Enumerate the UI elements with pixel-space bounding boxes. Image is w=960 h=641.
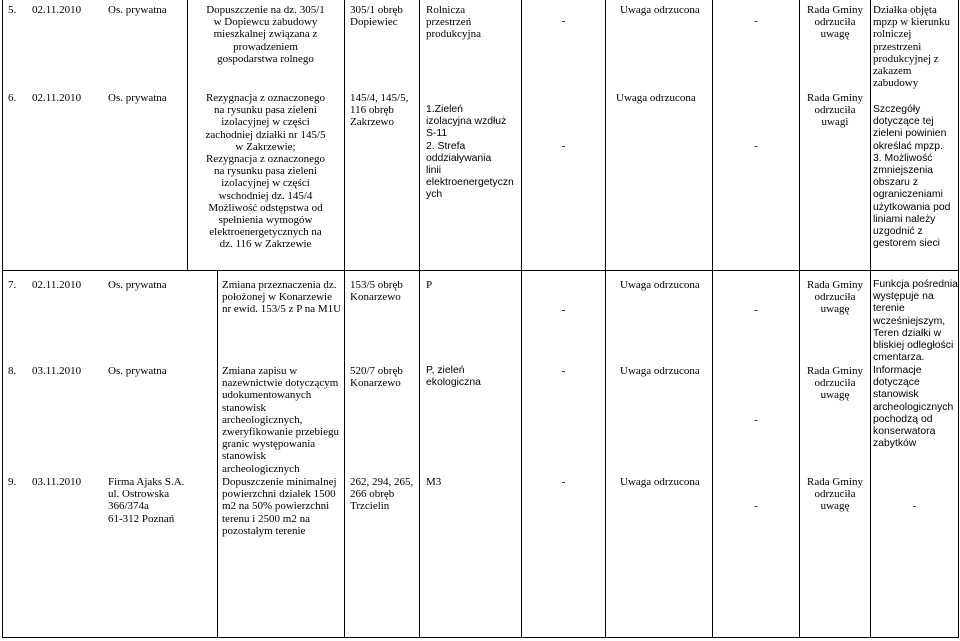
table-column-border xyxy=(605,270,606,638)
row-dash: - xyxy=(561,140,566,152)
row-designation: M3 xyxy=(426,476,442,488)
row-dash: - xyxy=(754,140,758,152)
row-applicant: Os. prywatna xyxy=(108,92,167,104)
row-number: 6. xyxy=(8,92,17,104)
table-column-border xyxy=(419,0,420,271)
table-column-border xyxy=(521,270,522,638)
row-dash: - xyxy=(754,15,758,27)
table-column-border xyxy=(958,0,959,271)
row-council-decision: Rada Gminy odrzuciła uwagę xyxy=(807,365,863,402)
row-applicant: Firma Ajaks S.A. ul. Ostrowska 366/374a 61-312 Poznań xyxy=(108,476,185,525)
table-column-border xyxy=(217,270,218,638)
table-column-border xyxy=(2,270,3,638)
row-parcel: 145/4, 145/5, 116 obręb Zakrzewo xyxy=(350,92,409,129)
row-applicant: Os. prywatna xyxy=(108,279,167,291)
row-applicant: Os. prywatna xyxy=(108,4,167,16)
row-council-decision: Rada Gminy odrzuciła uwagi xyxy=(807,92,863,129)
row-request: Dopuszczenie na dz. 305/1 w Dopiewcu zabudowy mieszkalnej związana z prowadzeniem gospodarstwa rolnego xyxy=(206,4,325,65)
row-council-decision: Rada Gminy odrzuciła uwagę xyxy=(807,4,863,41)
row-council-decision: Rada Gminy odrzuciła uwagę xyxy=(807,279,863,316)
row-parcel: 305/1 obręb Dopiewiec xyxy=(350,4,403,29)
row-dash: - xyxy=(754,500,758,512)
row-dash: - xyxy=(561,15,566,27)
table-column-border xyxy=(870,270,871,638)
table-column-border xyxy=(2,0,3,271)
row-dash: - xyxy=(561,304,566,316)
table-column-border xyxy=(958,270,959,638)
table-column-border xyxy=(521,0,522,271)
row-decision: Uwaga odrzucona xyxy=(620,279,700,291)
row-dash: - xyxy=(754,414,758,426)
row-designation: P, zieleń ekologiczna xyxy=(426,365,481,389)
row-request: Zmiana przeznaczenia dz. położonej w Konarzewie nr ewid. 153/5 z P na M1U xyxy=(222,279,342,316)
row-remarks: Szczegóły dotyczące tej zieleni powinien określać mpzp. 3. Możliwość zmniejszenia obszaru z ograniczeniami użytkowania pod liniami należy uzgodnić z gestorem sieci xyxy=(873,104,951,250)
row-applicant: Os. prywatna xyxy=(108,365,167,377)
row-decision: Uwaga odrzucona xyxy=(620,476,700,488)
table-column-border xyxy=(419,270,420,638)
table-column-border xyxy=(344,270,345,638)
row-remarks: - xyxy=(912,500,917,512)
row-designation: P xyxy=(426,279,433,291)
table-row-border xyxy=(2,270,958,271)
table-column-border xyxy=(870,0,871,271)
table-column-border xyxy=(712,0,713,271)
row-dash: - xyxy=(561,476,566,488)
row-parcel: 520/7 obręb Konarzewo xyxy=(350,365,403,390)
row-remarks: Działka objęta mpzp w kierunku rolniczej przestrzeni produkcyjnej z zakazem zabudowy xyxy=(873,4,950,90)
table-column-border xyxy=(799,0,800,271)
row-number: 5. xyxy=(8,4,17,16)
row-designation: Rolnicza przestrzeń produkcyjna xyxy=(426,4,481,41)
row-dash: - xyxy=(561,365,566,377)
row-date: 03.11.2010 xyxy=(32,365,82,377)
row-decision: Uwaga odrzucona xyxy=(620,4,700,16)
row-date: 02.11.2010 xyxy=(32,4,82,16)
table-column-border xyxy=(605,0,606,271)
row-remarks: Funkcja pośrednia występuje na terenie wcześniejszym, Teren działki w bliskiej odległości cmentarza. xyxy=(873,279,958,364)
row-number: 8. xyxy=(8,365,17,377)
row-number: 9. xyxy=(8,476,17,488)
table-bottom-border xyxy=(2,637,958,638)
row-request: Dopuszczenie minimalnej powierzchni działek 1500 m2 na 50% powierzchni terenu i 2500 m2 na pozostałym terenie xyxy=(222,476,337,537)
row-council-decision: Rada Gminy odrzuciła uwagę xyxy=(807,476,863,513)
row-decision: Uwaga odrzucona xyxy=(616,92,696,104)
row-parcel: 262, 294, 265, 266 obręb Trzcielin xyxy=(350,476,414,513)
row-date: 03.11.2010 xyxy=(32,476,82,488)
row-decision: Uwaga odrzucona xyxy=(620,365,700,377)
row-designation: 1.Zieleń izolacyjna wzdłuż S-11 2. Strefa oddziaływania linii elektroenergetyczn ych xyxy=(426,104,514,201)
row-parcel: 153/5 obręb Konarzewo xyxy=(350,279,403,304)
table-column-border xyxy=(799,270,800,638)
row-date: 02.11.2010 xyxy=(32,92,82,104)
table-column-border xyxy=(344,0,345,271)
row-dash: - xyxy=(754,304,758,316)
row-remarks: Informacje dotyczące stanowisk archeologicznych pochodzą od konserwatora zabytków xyxy=(873,365,954,450)
row-request: Rezygnacja z oznaczonego na rysunku pasa zieleni izolacyjnej w części zachodniej działki nr 145/5 w Zakrzewie; Rezygnacja z oznaczonego na rysunku pasa zieleni izolacyjnej w części wschodniej dz. 145/4 Możliwość odstępstwa od spełnienia wymogów elektroenergetycznych na dz. 116 w Zakrzewie xyxy=(205,92,326,251)
row-number: 7. xyxy=(8,279,17,291)
row-date: 02.11.2010 xyxy=(32,279,82,291)
row-request: Zmiana zapisu w nazewnictwie dotyczącym udokumentowanych stanowisk archeologicznych, zweryfikowanie przebiegu granic występowania stanowisk archeologicznych xyxy=(222,365,339,475)
table-column-border xyxy=(712,270,713,638)
